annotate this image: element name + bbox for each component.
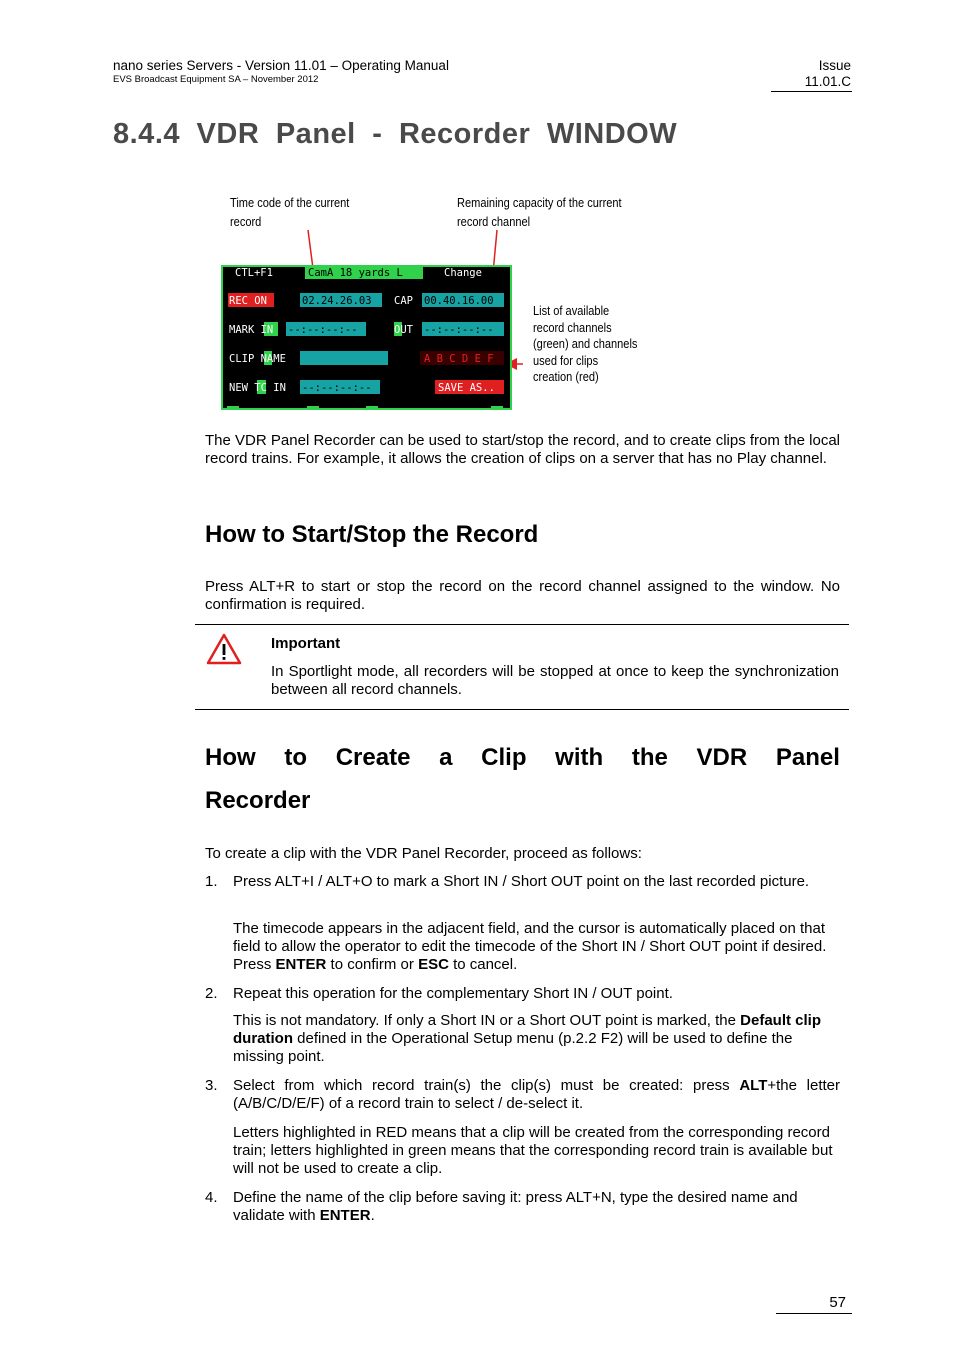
out-label: OUT <box>394 324 413 336</box>
step-number: 4. <box>205 1189 218 1206</box>
clip-name-label: CLIP NAME <box>229 353 286 365</box>
footer-divider <box>776 1313 852 1314</box>
step-1-note: The timecode appears in the adjacent field, and the cursor is automatically placed on that field to allow the operator to edit the timecode of the Short IN / Short OUT point if desired. Press ENTER to confirm or ESC to cancel. <box>233 920 827 973</box>
mark-in-timecode: --:--:--:-- <box>288 324 358 336</box>
mark-in-label: MARK IN <box>229 324 274 336</box>
start-stop-text: Press ALT+R to start or stop the record on the record channel assigned to the window. No confirmation is required. <box>205 578 840 613</box>
new-tc-timecode: --:--:--:-- <box>302 382 372 394</box>
section-title: 8.4.4 VDR Panel - Recorder WINDOW <box>113 118 678 150</box>
step-number: 3. <box>205 1077 218 1094</box>
vdr-recorder-panel <box>221 265 512 410</box>
important-text: In Sportlight mode, all recorders will be stopped at once to keep the synchronization between all record channels. <box>271 663 839 698</box>
create-intro: To create a clip with the VDR Panel Recorder, proceed as follows: <box>205 845 642 862</box>
panel-title-mid: CamA 18 yards L <box>308 267 403 279</box>
intro-paragraph: The VDR Panel Recorder can be used to start/stop the record, and to create clips from the local record trains. For example, it allows the creation of clips on a server that has no Play channel. <box>205 432 840 467</box>
save-as-label: SAVE AS.. <box>438 382 495 394</box>
callout-capacity: Remaining capacity of the current record channel <box>457 195 622 229</box>
step-3-note: Letters highlighted in RED means that a clip will be created from the corresponding record train; letters highlighted in green means that the corresponding record train is available but will not be used to create a clip. <box>233 1124 833 1177</box>
step-2-note: This is not mandatory. If only a Short IN or a Short OUT point is marked, the Default clip duration defined in the Operational Setup menu (p.2.2 F2) will be used to define the missing point. <box>233 1012 822 1065</box>
callout-channels: List of available record channels (green) and channels used for clips creation (red) <box>533 303 638 384</box>
new-tc-in-label: NEW TC IN <box>229 382 286 394</box>
step-number: 2. <box>205 985 218 1002</box>
step-4-text: Define the name of the clip before saving it: press ALT+N, type the desired name and validate with ENTER. <box>233 1189 798 1224</box>
issue-number: 11.01.C <box>804 74 851 89</box>
heading-start-stop: How to Start/Stop the Record <box>205 521 539 548</box>
step-1-text: Press ALT+I / ALT+O to mark a Short IN / Short OUT point on the last recorded picture. <box>233 873 810 890</box>
panel-title-right: Change <box>444 267 482 279</box>
step-number: 1. <box>205 873 218 890</box>
header-title: nano series Servers - Version 11.01 – Operating Manual <box>113 58 449 73</box>
out-timecode: --:--:--:-- <box>424 324 494 336</box>
step-2-text: Repeat this operation for the complementary Short IN / OUT point. <box>233 985 673 1002</box>
record-channels: A B C D E F <box>424 353 494 365</box>
header-subtitle: EVS Broadcast Equipment SA – November 2012 <box>113 74 319 85</box>
issue-label: Issue <box>818 58 851 73</box>
panel-title-left: CTL+F1 <box>235 267 273 279</box>
important-title: Important <box>271 635 341 652</box>
heading-create-clip-line2: Recorder <box>205 787 311 814</box>
callout-timecode: Time code of the current record <box>230 195 350 229</box>
important-top-rule <box>195 624 849 625</box>
step-3-text: Select from which record train(s) the clip(s) must be created: press ALT+the letter (A/B/C/D/E/F) of a record train to select / de-select it. <box>233 1077 840 1112</box>
warning-icon <box>206 632 242 666</box>
page-number: 57 <box>829 1294 846 1311</box>
clip-name-field <box>300 351 388 365</box>
cap-timecode: 00.40.16.00 <box>424 295 494 307</box>
heading-create-clip: How to Create a Clip with the VDR Panel <box>205 744 840 771</box>
cap-label: CAP <box>394 295 413 307</box>
important-bottom-rule <box>195 709 849 710</box>
rec-timecode: 02.24.26.03 <box>302 295 372 307</box>
rec-on-label: REC ON <box>229 295 267 307</box>
